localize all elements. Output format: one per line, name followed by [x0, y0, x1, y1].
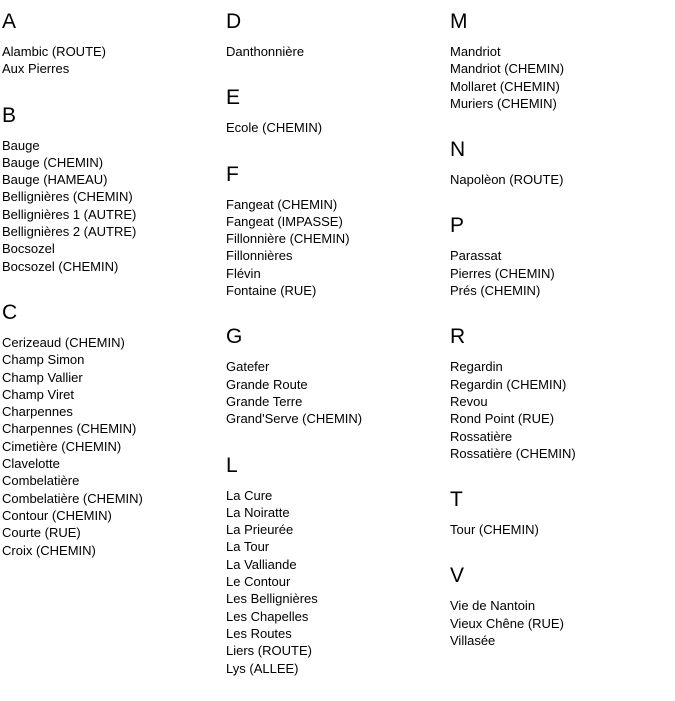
- street-list: [450, 43, 674, 112]
- street-link[interactable]: Tour (CHEMIN): [450, 522, 539, 538]
- street-link[interactable]: Combelatière: [2, 473, 80, 489]
- street-link[interactable]: Bocsozel (CHEMIN): [2, 258, 119, 274]
- street-link[interactable]: Mandriot: [450, 44, 501, 59]
- street-list: [450, 171, 674, 188]
- street-link[interactable]: Bauge: [2, 137, 40, 153]
- letter-section-l: [226, 452, 450, 677]
- street-link[interactable]: Cerizeaud (CHEMIN): [2, 334, 125, 350]
- section-letter-heading: G: [226, 325, 243, 349]
- section-letter-heading: B: [2, 103, 17, 127]
- letter-section-p: [450, 212, 674, 299]
- street-link[interactable]: La Cure: [226, 487, 273, 503]
- street-link[interactable]: Fangeat (CHEMIN): [226, 196, 338, 212]
- street-link[interactable]: La Noiratte: [226, 504, 290, 520]
- street-link[interactable]: Flévin: [226, 265, 261, 281]
- street-link[interactable]: Combelatière (CHEMIN): [2, 490, 143, 506]
- letter-section-t: [450, 486, 674, 538]
- street-list: [2, 43, 226, 78]
- street-list: [226, 119, 450, 136]
- street-link[interactable]: Grande Terre: [226, 393, 303, 409]
- street-list: [450, 358, 674, 462]
- letter-section-f: [226, 161, 450, 300]
- street-list: [226, 43, 450, 60]
- letter-section-c: [2, 299, 226, 559]
- section-letter-heading: F: [226, 162, 239, 186]
- street-link[interactable]: Parassat: [450, 248, 502, 264]
- street-link[interactable]: Liers (ROUTE): [226, 643, 312, 659]
- street-link[interactable]: Fontaine (RUE): [226, 283, 317, 299]
- street-link[interactable]: Revou: [450, 393, 488, 409]
- street-list: [450, 521, 674, 538]
- street-link[interactable]: Mandriot (CHEMIN): [450, 61, 565, 77]
- street-link[interactable]: Danthonnière: [226, 44, 305, 59]
- street-link[interactable]: Bocsozel: [2, 241, 55, 257]
- street-link[interactable]: Champ Vallier: [2, 369, 83, 385]
- street-link[interactable]: Bellignières 1 (AUTRE): [2, 206, 137, 222]
- street-link[interactable]: Fillonnière (CHEMIN): [226, 231, 350, 247]
- letter-section-d: [226, 8, 450, 60]
- street-link[interactable]: Vie de Nantoin: [450, 598, 536, 614]
- street-link[interactable]: Le Contour: [226, 574, 291, 590]
- street-link[interactable]: Pierres (CHEMIN): [450, 265, 555, 281]
- section-letter-heading: E: [226, 86, 241, 110]
- street-link[interactable]: Regardin: [450, 359, 503, 375]
- street-link[interactable]: Rossatière (CHEMIN): [450, 445, 576, 461]
- index-column: [2, 8, 226, 701]
- section-letter-heading: L: [226, 453, 238, 477]
- section-letter-heading: P: [450, 214, 465, 238]
- letter-section-b: [2, 102, 226, 275]
- street-link[interactable]: Champ Simon: [2, 352, 85, 368]
- street-link[interactable]: Ecole (CHEMIN): [226, 120, 323, 136]
- street-list: [2, 137, 226, 275]
- street-link[interactable]: La Prieurée: [226, 522, 294, 538]
- street-link[interactable]: Alambic (ROUTE): [2, 44, 107, 59]
- street-link[interactable]: Muriers (CHEMIN): [450, 95, 557, 111]
- street-link[interactable]: Bellignières (CHEMIN): [2, 189, 133, 205]
- street-link[interactable]: Champ Viret: [2, 386, 75, 402]
- street-list: [450, 597, 674, 649]
- section-letter-heading: T: [450, 488, 463, 512]
- street-link[interactable]: Bauge (CHEMIN): [2, 154, 104, 170]
- section-letter-heading: A: [2, 10, 17, 33]
- street-link[interactable]: Rond Point (RUE): [450, 411, 555, 427]
- letter-section-a: [2, 8, 226, 78]
- street-link[interactable]: Mollaret (CHEMIN): [450, 78, 560, 94]
- street-link[interactable]: Croix (CHEMIN): [2, 542, 96, 558]
- section-letter-heading: N: [450, 138, 466, 162]
- letter-section-m: [450, 8, 674, 112]
- street-link[interactable]: Contour (CHEMIN): [2, 507, 112, 523]
- street-list: [450, 247, 674, 299]
- street-link[interactable]: Grande Route: [226, 376, 308, 392]
- letter-section-e: [226, 84, 450, 136]
- street-link[interactable]: Napolèon (ROUTE): [450, 172, 564, 188]
- letter-section-n: [450, 136, 674, 188]
- section-letter-heading: M: [450, 10, 468, 33]
- street-list: [226, 487, 450, 677]
- section-letter-heading: C: [2, 300, 18, 324]
- street-link[interactable]: Fangeat (IMPASSE): [226, 213, 343, 229]
- index-column: [226, 8, 450, 701]
- street-link[interactable]: Fillonnières: [226, 248, 293, 264]
- street-link[interactable]: Les Bellignières: [226, 591, 318, 607]
- street-link[interactable]: Charpennes: [2, 404, 73, 420]
- street-link[interactable]: La Valliande: [226, 556, 297, 572]
- street-list: [2, 334, 226, 559]
- street-link[interactable]: Bauge (HAMEAU): [2, 172, 108, 188]
- street-link[interactable]: Aux Pierres: [2, 61, 70, 77]
- street-link[interactable]: Les Routes: [226, 625, 292, 641]
- street-link[interactable]: Grand'Serve (CHEMIN): [226, 411, 363, 427]
- street-link[interactable]: Cimetière (CHEMIN): [2, 438, 122, 454]
- letter-section-g: [226, 323, 450, 427]
- street-link[interactable]: Les Chapelles: [226, 608, 309, 624]
- street-link[interactable]: Charpennes (CHEMIN): [2, 421, 137, 437]
- street-link[interactable]: Bellignières 2 (AUTRE): [2, 224, 137, 240]
- street-link[interactable]: Gatefer: [226, 359, 270, 375]
- letter-section-v: [450, 562, 674, 649]
- street-link[interactable]: Regardin (CHEMIN): [450, 376, 567, 392]
- street-link[interactable]: Vieux Chêne (RUE): [450, 615, 564, 631]
- street-link[interactable]: Lys (ALLEE): [226, 660, 299, 676]
- street-list: [226, 196, 450, 300]
- letter-section-r: [450, 323, 674, 462]
- index-column: [450, 8, 674, 701]
- section-letter-heading: R: [450, 325, 466, 349]
- street-link[interactable]: La Tour: [226, 539, 270, 555]
- street-list: [226, 358, 450, 427]
- section-letter-heading: V: [450, 564, 465, 588]
- street-link[interactable]: Clavelotte: [2, 456, 60, 472]
- street-link[interactable]: Courte (RUE): [2, 525, 81, 541]
- section-letter-heading: D: [226, 10, 242, 33]
- street-link[interactable]: Rossatière: [450, 428, 513, 444]
- street-link[interactable]: Prés (CHEMIN): [450, 283, 541, 299]
- street-link[interactable]: Villasée: [450, 633, 496, 649]
